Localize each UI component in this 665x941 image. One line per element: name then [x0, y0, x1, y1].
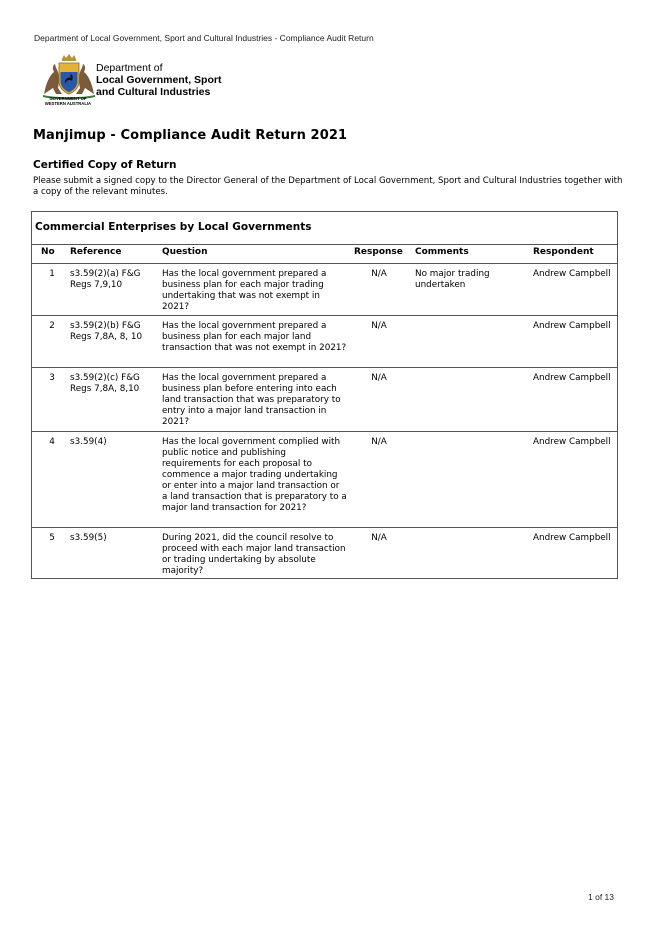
- row-reference: s3.59(2)(c) F&G Regs 7,8A, 8,10: [70, 373, 140, 394]
- page-number: 1 of 13: [588, 892, 614, 902]
- row-respondent: Andrew Campbell: [533, 269, 611, 279]
- row-response: N/A: [371, 269, 387, 279]
- row-no: 5: [49, 533, 55, 543]
- row-question: During 2021, did the council resolve to proceed with each major land transaction or trading undertaking by absolute majority?: [162, 533, 346, 576]
- row-response: N/A: [371, 437, 387, 447]
- table-row: [32, 367, 617, 432]
- commercial-enterprises-panel: [31, 211, 618, 579]
- table-row: [32, 315, 617, 368]
- row-respondent: Andrew Campbell: [533, 321, 611, 331]
- row-question: Has the local government prepared a business plan for each major trading undertaking that was not exempt in 2021?: [162, 269, 327, 312]
- row-reference: s3.59(2)(a) F&G Regs 7,9,10: [70, 269, 141, 290]
- table-row: [32, 263, 617, 316]
- row-response: N/A: [371, 533, 387, 543]
- panel-divider: [32, 244, 617, 245]
- row-no: 3: [49, 373, 55, 383]
- row-no: 4: [49, 437, 55, 447]
- department-line3: and Cultural Industries: [96, 86, 211, 98]
- crest-caption: [40, 96, 96, 106]
- row-response: N/A: [371, 373, 387, 383]
- row-no: 2: [49, 321, 55, 331]
- header-question: Question: [162, 247, 208, 257]
- section-subtitle: Certified Copy of Return: [33, 159, 177, 171]
- department-line2: Local Government, Sport: [96, 74, 222, 86]
- page-title: Manjimup - Compliance Audit Return 2021: [33, 128, 348, 143]
- instructions-text: Please submit a signed copy to the Director General of the Department of Local Government, Sport and Cultural Industries together with a copy of the relevant minutes.: [33, 176, 623, 197]
- table-row: [32, 527, 617, 580]
- row-respondent: Andrew Campbell: [533, 533, 611, 543]
- header-response: Response: [354, 247, 403, 257]
- row-question: Has the local government prepared a business plan before entering into each land transaction that was preparatory to entry into a major land transaction in 2021?: [162, 373, 341, 427]
- header-no: No: [41, 247, 55, 257]
- row-response: N/A: [371, 321, 387, 331]
- panel-title: Commercial Enterprises by Local Governments: [35, 221, 312, 233]
- crest-caption-line2: WESTERN AUSTRALIA: [44, 101, 92, 106]
- row-reference: s3.59(5): [70, 533, 107, 543]
- row-reference: s3.59(4): [70, 437, 107, 447]
- row-no: 1: [49, 269, 55, 279]
- row-respondent: Andrew Campbell: [533, 437, 611, 447]
- crest-caption-line1: GOVERNMENT OF: [49, 96, 87, 101]
- header-comments: Comments: [415, 247, 469, 257]
- department-line1: Department of: [96, 62, 163, 74]
- row-question: Has the local government prepared a business plan for each major land transaction that was not exempt in 2021?: [162, 321, 347, 353]
- table-header-row: [32, 247, 617, 263]
- row-reference: s3.59(2)(b) F&G Regs 7,8A, 8, 10: [70, 321, 143, 342]
- row-comments: No major trading undertaken: [415, 269, 490, 290]
- table-row: [32, 431, 617, 528]
- header-reference: Reference: [70, 247, 122, 257]
- row-respondent: Andrew Campbell: [533, 373, 611, 383]
- row-question: Has the local government complied with public notice and publishing requirements for each proposal to commence a major trading undertaking or enter into a major land transaction or a land transaction that is preparatory to a major land transaction for 2021?: [162, 437, 347, 513]
- department-name: [96, 62, 221, 98]
- running-header: Department of Local Government, Sport and Cultural Industries - Compliance Audit Return: [34, 33, 374, 43]
- header-respondent: Respondent: [533, 247, 594, 257]
